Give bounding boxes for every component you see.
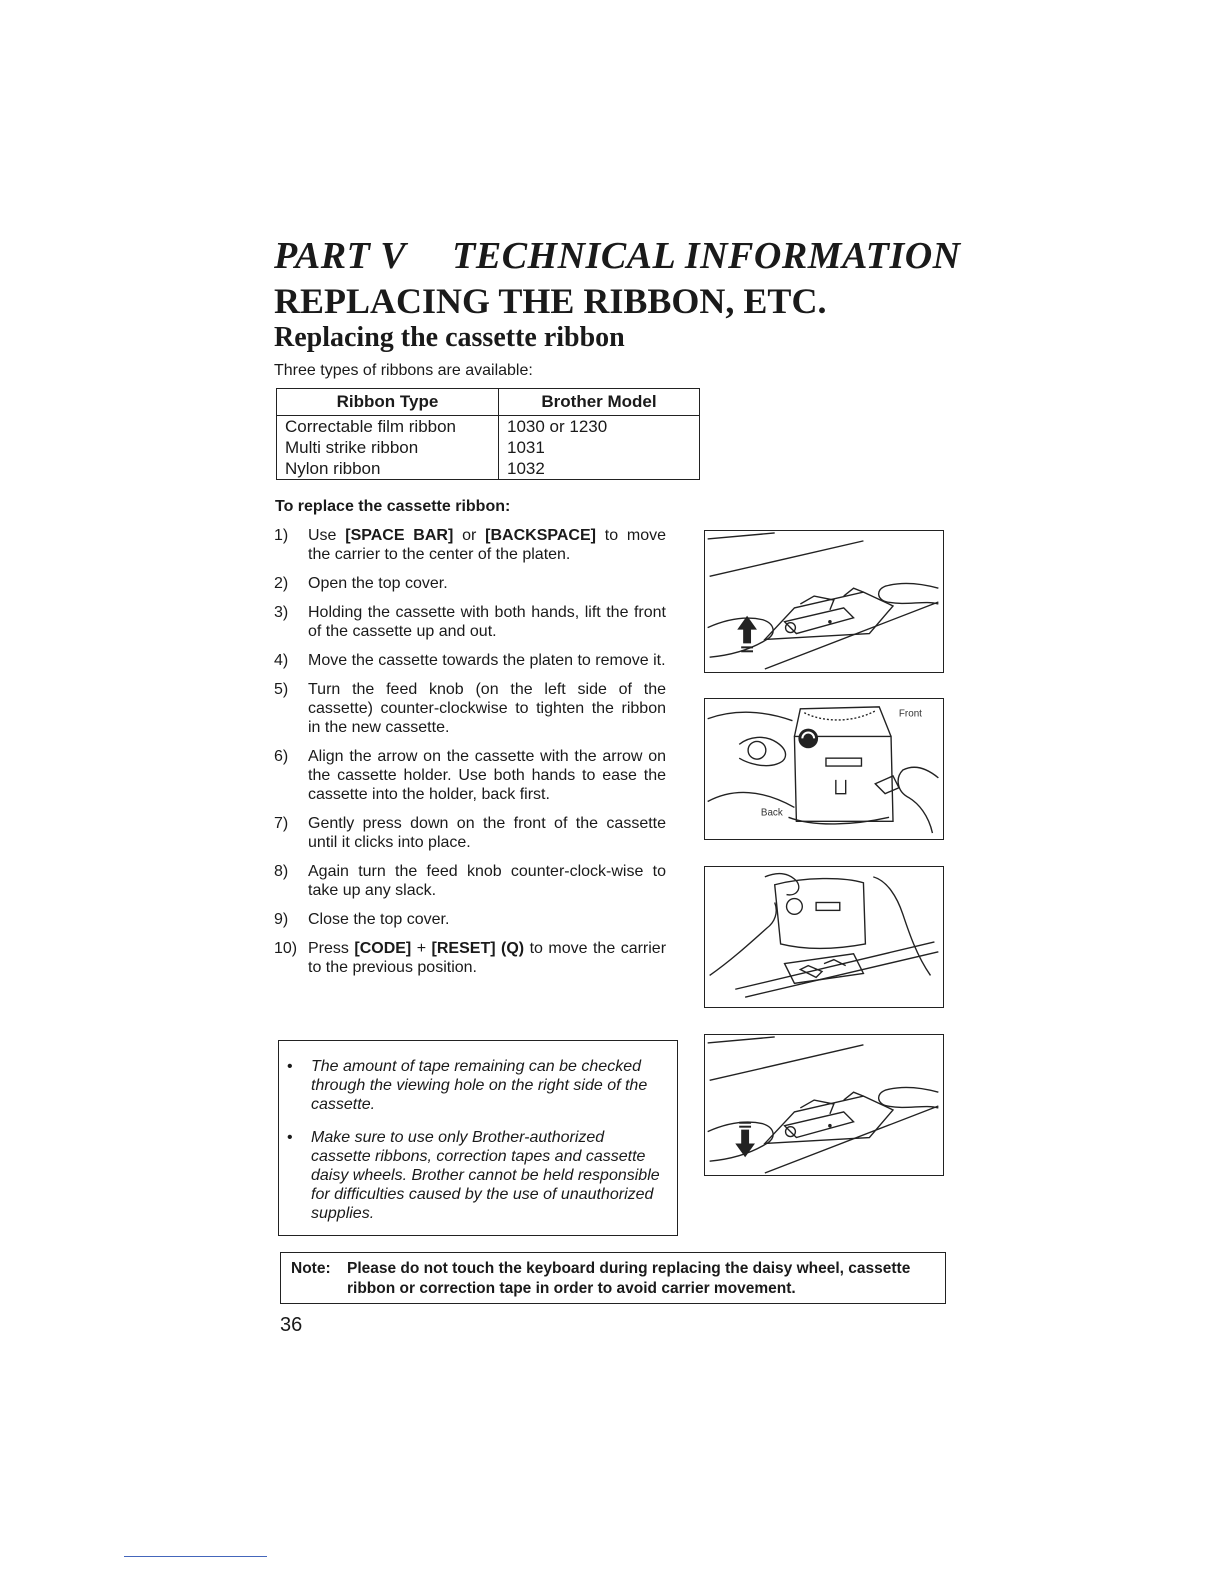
page-title: REPLACING THE RIBBON, ETC. <box>274 281 827 321</box>
figure-press-cassette <box>704 1034 944 1176</box>
tips-box <box>278 1040 678 1236</box>
table-row <box>277 437 700 458</box>
key-backspace: [BACKSPACE] <box>485 527 596 544</box>
step-text: Open the top cover. <box>308 575 448 592</box>
step-number: 3) <box>274 604 289 621</box>
tip-text: The amount of tape remaining can be checked through the viewing hole on the right side of the cassette. <box>311 1058 648 1113</box>
step-text: Use [SPACE BAR] or [BACKSPACE] to move the carrier to the center of the platen. <box>308 527 667 563</box>
step-item <box>274 939 666 977</box>
step-item <box>274 574 666 593</box>
step-item <box>274 814 666 852</box>
key-reset: [RESET] (Q) <box>431 940 525 957</box>
back-label: Back <box>760 807 783 819</box>
figure-insert-cassette <box>704 866 944 1008</box>
part-heading <box>274 234 974 278</box>
step-item <box>274 862 666 900</box>
ribbon-type-cell: Multi strike ribbon <box>277 437 499 458</box>
section-title: Replacing the cassette ribbon <box>274 322 625 353</box>
step-text: Press [CODE] + [RESET] (Q) to move the carrier to the previous position. <box>308 940 667 976</box>
ribbon-table <box>276 388 700 480</box>
model-cell: 1030 or 1230 <box>499 416 700 438</box>
step-item <box>274 680 666 737</box>
lift-cassette-illustration <box>705 531 943 672</box>
figure-feed-knob <box>704 698 944 840</box>
table-row <box>277 458 700 480</box>
step-text: Gently press down on the front of the cassette until it clicks into place. <box>308 815 666 851</box>
tip-text: Make sure to use only Brother-authorized cassette ribbons, correction tapes and cassette daisy wheels. Brother cannot be held responsible for difficulties caused by the use of unauthorized supplies. <box>311 1129 660 1222</box>
procedure-title: To replace the cassette ribbon: <box>275 498 511 515</box>
step-text: Holding the cassette with both hands, lift the front of the cassette up and out. <box>308 604 666 640</box>
bullet-icon: • <box>287 1129 293 1146</box>
step-number: 1) <box>274 527 289 544</box>
ribbon-type-cell: Correctable film ribbon <box>277 416 499 438</box>
model-cell: 1032 <box>499 458 700 480</box>
step-item <box>274 526 666 564</box>
note-label: Note: <box>291 1260 331 1277</box>
step-item <box>274 603 666 641</box>
table-row <box>277 416 700 438</box>
step-number: 9) <box>274 911 289 928</box>
step-text: Align the arrow on the cassette with the arrow on the cassette holder. Use both hands to ease the cassette into the holder, back first. <box>308 748 666 803</box>
step-number: 2) <box>274 575 289 592</box>
intro-text: Three types of ribbons are available: <box>274 362 533 379</box>
step-item <box>274 910 666 929</box>
header-ribbon-type: Ribbon Type <box>277 389 499 416</box>
feed-knob-illustration <box>705 699 943 839</box>
part-title: TECHNICAL INFORMATION <box>452 235 961 277</box>
down-arrow-icon <box>735 1122 755 1157</box>
press-cassette-illustration <box>705 1035 943 1175</box>
table-header-row <box>277 389 700 416</box>
insert-cassette-illustration <box>705 867 943 1007</box>
key-code: [CODE] <box>354 940 412 957</box>
page-number: 36 <box>280 1314 303 1336</box>
bullet-icon: • <box>287 1058 293 1075</box>
header-brother-model: Brother Model <box>499 389 700 416</box>
step-text: Close the top cover. <box>308 911 450 928</box>
note-text: Please do not touch the keyboard during replacing the daisy wheel, cassette ribbon or correction tape in order to avoid carrier movement. <box>347 1260 911 1297</box>
step-number: 6) <box>274 748 289 765</box>
ribbon-type-cell: Nylon ribbon <box>277 458 499 480</box>
model-cell: 1031 <box>499 437 700 458</box>
step-number: 10) <box>274 940 298 957</box>
key-space-bar: [SPACE BAR] <box>345 527 454 544</box>
step-number: 5) <box>274 681 289 698</box>
step-list <box>274 526 666 987</box>
footer-divider <box>124 1556 267 1557</box>
step-text: Move the cassette towards the platen to remove it. <box>308 652 666 669</box>
note-box <box>280 1252 946 1304</box>
step-text: Again turn the feed knob counter-clock-wise to take up any slack. <box>308 863 666 899</box>
tip-item <box>287 1128 663 1223</box>
step-number: 4) <box>274 652 289 669</box>
step-number: 8) <box>274 863 289 880</box>
tip-item <box>287 1057 663 1114</box>
step-item <box>274 747 666 804</box>
front-label: Front <box>898 708 922 720</box>
part-label: PART V <box>274 235 407 277</box>
figure-lift-cassette <box>704 530 944 673</box>
step-item <box>274 651 666 670</box>
step-text: Turn the feed knob (on the left side of the cassette) counter-clockwise to tighten the ribbon in the new cassette. <box>308 681 666 736</box>
step-number: 7) <box>274 815 289 832</box>
